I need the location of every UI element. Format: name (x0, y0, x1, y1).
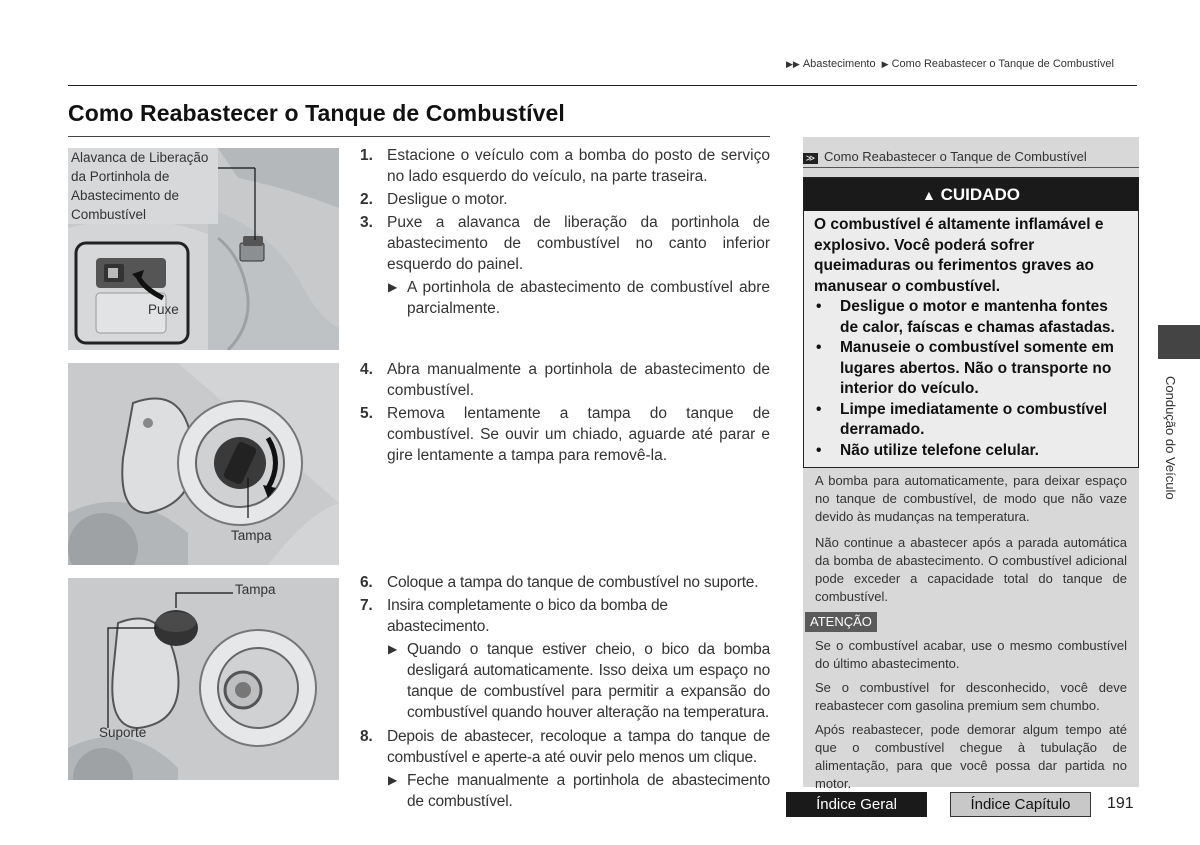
step-4 (360, 359, 770, 401)
note-paragraph: A bomba para automaticamente, para deixar espaço no tanque de combustível, de modo que não vaze devido às mudanças na temperatura. (815, 473, 1127, 524)
step-text: Estacione o veículo com a bomba do posto de serviço no lado esquerdo do veículo, na parte traseira. (387, 147, 770, 185)
cap-label: Tampa (231, 528, 272, 543)
triangle-bullet-icon: ▶ (388, 280, 398, 294)
note-paragraph: Após reabastecer, pode demorar algum tempo até que o combustível chegue à tubulação de alimentação, para que você possa dar partida no motor. (815, 722, 1127, 791)
substep-text: A portinhola de abastecimento de combustível abre parcialmente. (407, 279, 770, 317)
step-1 (360, 145, 770, 187)
step-number: 3. (360, 214, 373, 231)
warning-bullet-text: Desligue o motor e mantenha fontes de calor, faíscas e chamas afastadas. (840, 298, 1115, 336)
warning-bullet-text: Limpe imediatamente o combustível derramado. (840, 400, 1108, 438)
step-number: 6. (360, 574, 373, 591)
step-number: 5. (360, 405, 373, 422)
sidebar-heading (803, 149, 1087, 164)
step-number: 8. (360, 728, 373, 745)
figure-release-lever (68, 148, 339, 350)
note-paragraph: Se o combustível acabar, use o mesmo combustível do último abastecimento. (815, 638, 1127, 671)
step-7 (360, 595, 770, 637)
step-number: 7. (360, 597, 373, 614)
sidebar-notes (803, 137, 1139, 791)
warning-triangle-icon: ▲ (922, 187, 936, 203)
page-number: 191 (1107, 795, 1134, 812)
step-number: 1. (360, 147, 373, 164)
breadcrumb-item-2[interactable]: Como Reabastecer o Tanque de Combustível (891, 58, 1114, 70)
attention-label: ATENÇÃO (805, 612, 877, 632)
chapter-tab-text: Condução do Veículo (1163, 376, 1178, 500)
step-text: Desligue o motor. (387, 191, 508, 208)
chapter-tab-marker[interactable] (1158, 325, 1200, 359)
warning-bullet: • Desligue o motor e mantenha fontes de calor, faíscas e chamas afastadas. (816, 298, 1115, 336)
triangle-bullet-icon: ▶ (388, 773, 398, 787)
fuel-door-illustration (68, 363, 339, 565)
cap-label: Tampa (235, 582, 276, 597)
step-text: Abra manualmente a portinhola de abastecimento de combustível. (387, 361, 770, 399)
warning-box (803, 177, 1139, 468)
note-paragraph: Não continue a abastecer após a parada automática da bomba de abastecimento. O combustível adicional pode exceder a capacidade total do tanque de combustível. (815, 535, 1127, 604)
figure-fuel-cap-removal (68, 363, 339, 565)
steps-group-3 (360, 572, 770, 814)
warning-header (804, 178, 1138, 211)
step-8 (360, 726, 770, 768)
warning-bullet-text: Não utilize telefone celular. (840, 441, 1039, 459)
breadcrumb-item-1[interactable]: Abastecimento (802, 58, 876, 70)
figure-cap-holder (68, 578, 339, 780)
step-6 (360, 572, 770, 593)
page-title: Como Reabastecer o Tanque de Combustível (68, 100, 565, 126)
warning-bullet: • Manuseie o combustível somente em lugares abertos. Não o transporte no interior do veículo. (816, 339, 1114, 397)
step-number: 2. (360, 191, 373, 208)
step-3 (360, 212, 770, 275)
arrow-icon: ▶ (881, 59, 889, 69)
step-text: Depois de abastecer, recoloque a tampa do tanque de combustível e aperte-a até ouvir pelo menos um clique. (387, 728, 770, 766)
title-rule (68, 136, 770, 137)
step-text: Insira completamente o bico da bomba de abastecimento. (387, 597, 668, 635)
step-7-substep (360, 639, 770, 723)
pull-label: Puxe (148, 302, 179, 317)
warning-bullet-text: Manuseie o combustível somente em lugares abertos. Não o transporte no interior do veículo. (840, 339, 1114, 397)
warning-title: CUIDADO (940, 185, 1020, 204)
warning-bullet: • Não utilize telefone celular. (816, 441, 1039, 459)
steps-group-2 (360, 359, 770, 468)
step-2 (360, 189, 770, 210)
substep-text: Quando o tanque estiver cheio, o bico da bomba desligará automaticamente. Isso deixa um espaço no tanque de combustível para permitir a expansão do combustível quando houver alteração na temperatura. (407, 641, 770, 721)
sidebar-heading-rule (803, 167, 1139, 168)
double-arrow-icon: ▶▶ (786, 59, 800, 69)
triangle-bullet-icon: ▶ (388, 642, 398, 656)
warning-body (804, 211, 1138, 461)
step-text: Remova lentamente a tampa do tanque de combustível. Se ouvir um chiado, aguarde até parar e gire lentamente a tampa para removê-la. (387, 405, 770, 464)
cap-holder-illustration (68, 578, 339, 780)
release-lever-label: Alavanca de Liberação da Portinhola de Abastecimento de Combustível (68, 148, 218, 224)
chapter-index-button[interactable]: Índice Capítulo (950, 792, 1091, 817)
step-text: Puxe a alavanca de liberação da portinhola de abastecimento de combustível no canto inferior esquerdo do painel. (387, 214, 770, 273)
step-number: 4. (360, 361, 373, 378)
note-paragraph: Se o combustível for desconhecido, você deve reabastecer com gasolina premium sem chumbo. (815, 680, 1127, 713)
warning-bullet: • Limpe imediatamente o combustível derramado. (816, 400, 1108, 438)
general-index-button[interactable]: Índice Geral (786, 792, 927, 817)
substep-text: Feche manualmente a portinhola de abastecimento de combustível. (407, 772, 770, 810)
sidebar-heading-text: Como Reabastecer o Tanque de Combustível (824, 149, 1087, 164)
breadcrumb (786, 58, 1114, 70)
steps-group-1 (360, 145, 770, 321)
step-3-substep (360, 277, 770, 319)
step-8-substep (360, 770, 770, 812)
reference-icon: ≫ (803, 153, 818, 164)
chapter-tab-label (1160, 376, 1180, 508)
header-rule (68, 85, 1137, 86)
step-text: Coloque a tampa do tanque de combustível no suporte. (387, 574, 759, 591)
support-label: Suporte (99, 725, 147, 740)
warning-intro: O combustível é altamente inflamável e explosivo. Você poderá sofrer queimaduras ou ferimentos graves ao manusear o combustível. (814, 216, 1104, 295)
step-5 (360, 403, 770, 466)
